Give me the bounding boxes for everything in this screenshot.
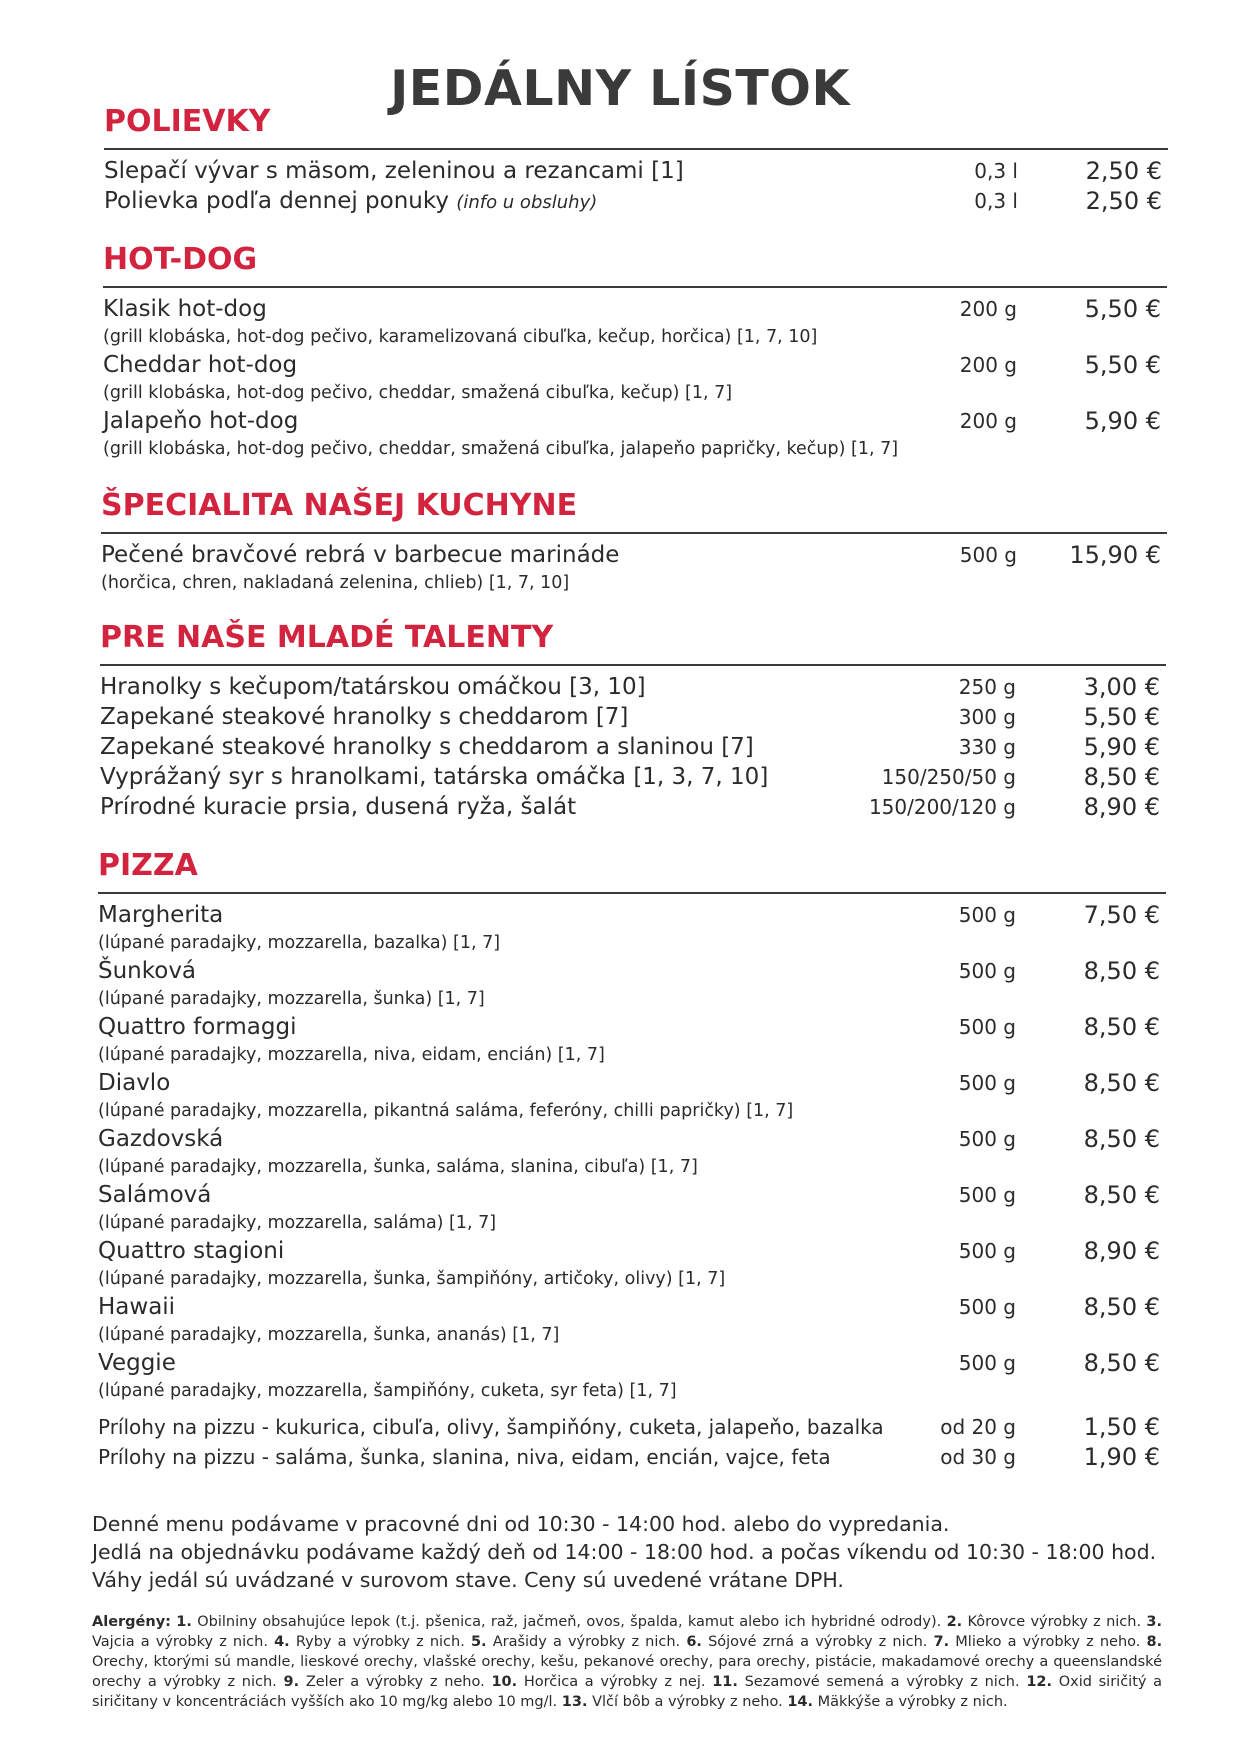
pizza-extra	[98, 1412, 1166, 1442]
menu-item	[100, 732, 1166, 762]
item-quantity: 500 g	[958, 1071, 1016, 1095]
item-price: 8,50 €	[1083, 957, 1160, 985]
section-kids	[100, 620, 1166, 822]
item-name: Quattro stagioni	[98, 1238, 285, 1264]
item-quantity: 200 g	[959, 409, 1017, 433]
allergen-number: 7.	[933, 1634, 950, 1650]
menu-item	[103, 406, 1167, 462]
item-name: Jalapeňo hot-dog	[103, 408, 299, 434]
divider	[101, 532, 1167, 534]
section-pizza	[98, 848, 1166, 1472]
item-description: (grill klobáska, hot-dog pečivo, cheddar, smažená cibuľka, kečup) [1, 7]	[103, 383, 733, 403]
menu-item	[100, 702, 1166, 732]
menu-item	[98, 956, 1166, 1012]
item-description: (lúpané paradajky, mozzarella, pikantná saláma, feferóny, chilli papričky) [1, 7]	[98, 1101, 794, 1121]
menu-item	[100, 762, 1166, 792]
item-description: (lúpané paradajky, mozzarella, saláma) [1, 7]	[98, 1213, 497, 1233]
item-price: 8,50 €	[1083, 1293, 1160, 1321]
allergen-text: Orechy, ktorými sú mandle, lieskové orechy, vlašské orechy, kešu, pekanové orechy, para orechy, pistácie, makadamové orechy a queenslandské orechy a výrobky z nich.	[92, 1654, 1162, 1690]
item-quantity: 500 g	[958, 1295, 1016, 1319]
item-description: (lúpané paradajky, mozzarella, šunka, šampiňóny, artičoky, olivy) [1, 7]	[98, 1269, 726, 1289]
allergen-number: 12.	[1026, 1674, 1052, 1690]
allergens-list	[92, 1612, 1162, 1712]
item-price: 8,50 €	[1083, 1349, 1160, 1377]
menu-item	[98, 1180, 1166, 1236]
item-price: 7,50 €	[1083, 901, 1160, 929]
divider	[98, 892, 1166, 894]
allergen-number: 13.	[561, 1694, 588, 1710]
allergen-number: 2.	[946, 1614, 963, 1630]
item-name: Diavlo	[98, 1070, 171, 1096]
extra-name: Prílohy na pizzu - saláma, šunka, slanina, niva, eidam, encián, vajce, feta	[98, 1445, 831, 1469]
item-price: 8,50 €	[1083, 763, 1160, 791]
allergen-text: Horčica a výrobky z nej.	[523, 1674, 706, 1690]
item-price: 15,90 €	[1069, 541, 1161, 569]
item-quantity: od 30 g	[940, 1445, 1016, 1469]
item-price: 2,50 €	[1085, 157, 1162, 185]
item-description: (lúpané paradajky, mozzarella, niva, eidam, encián) [1, 7]	[98, 1045, 605, 1065]
menu-item	[98, 1236, 1166, 1292]
section-heading: POLIEVKY	[104, 104, 271, 139]
item-description: (lúpané paradajky, mozzarella, šunka, ananás) [1, 7]	[98, 1325, 560, 1345]
item-quantity: od 20 g	[940, 1415, 1016, 1439]
allergen-number: 14.	[787, 1694, 814, 1710]
menu-item	[98, 1292, 1166, 1348]
extra-name: Prílohy na pizzu - kukurica, cibuľa, olivy, šampiňóny, cuketa, jalapeňo, bazalka	[98, 1415, 884, 1439]
item-price: 5,50 €	[1084, 295, 1161, 323]
item-name: Polievka podľa dennej ponuky	[104, 188, 449, 214]
allergen-text: Mäkkýše a výrobky z nich.	[817, 1694, 1008, 1710]
item-name: Salámová	[98, 1182, 212, 1208]
item-quantity: 0,3 l	[974, 159, 1018, 183]
menu-item	[104, 156, 1168, 186]
menu-item	[100, 672, 1166, 702]
item-name: Pečené bravčové rebrá v barbecue marináde	[101, 542, 620, 568]
menu-item	[98, 1348, 1166, 1404]
item-name: Zapekané steakové hranolky s cheddarom a slaninou [7]	[100, 734, 754, 760]
allergen-text: Oxid siričitý a siričitany v koncentráciách vyšších ako 10 mg/kg alebo 10 mg/l.	[92, 1674, 1163, 1710]
item-name: Vyprážaný syr s hranolkami, tatárska omáčka [1, 3, 7, 10]	[100, 764, 769, 790]
allergen-number: 9.	[283, 1674, 300, 1690]
note-line: Váhy jedál sú uvádzané v surovom stave. Ceny sú uvedené vrátane DPH.	[92, 1568, 844, 1592]
allergen-text: Sójové zrná a výrobky z nich.	[708, 1634, 928, 1650]
item-description: (grill klobáska, hot-dog pečivo, cheddar, smažená cibuľka, jalapeňo papričky, kečup) [1, 7]	[103, 439, 899, 459]
item-description: (horčica, chren, nakladaná zelenina, chlieb) [1, 7, 10]	[101, 573, 570, 593]
allergen-number: 10.	[491, 1674, 518, 1690]
allergen-number: 8.	[1146, 1634, 1163, 1650]
item-name: Zapekané steakové hranolky s cheddarom [7]	[100, 704, 629, 730]
item-name: Hawaii	[98, 1294, 176, 1320]
allergen-text: Vajcia a výrobky z nich.	[92, 1634, 268, 1650]
item-quantity: 200 g	[959, 353, 1017, 377]
allergen-text: Arašidy a výrobky z nich.	[492, 1634, 681, 1650]
item-quantity: 500 g	[958, 1183, 1016, 1207]
item-description: (lúpané paradajky, mozzarella, bazalka) [1, 7]	[98, 933, 501, 953]
item-note: (info u obsluhy)	[456, 192, 598, 213]
item-quantity: 150/200/120 g	[868, 795, 1016, 819]
menu-item	[100, 792, 1166, 822]
item-quantity: 330 g	[958, 735, 1016, 759]
item-name: Šunková	[98, 958, 197, 984]
allergen-number: 11.	[712, 1674, 738, 1690]
allergens-label: Alergény:	[92, 1614, 171, 1630]
allergen-text: Kôrovce výrobky z nich.	[967, 1614, 1142, 1630]
page-title: JEDÁLNY LÍSTOK	[390, 60, 850, 117]
item-quantity: 250 g	[958, 675, 1016, 699]
item-quantity: 300 g	[958, 705, 1016, 729]
divider	[103, 286, 1167, 288]
item-name: Gazdovská	[98, 1126, 224, 1152]
menu-item	[104, 186, 1168, 218]
item-name: Cheddar hot-dog	[103, 352, 298, 378]
item-quantity: 500 g	[958, 1239, 1016, 1263]
item-quantity: 0,3 l	[974, 189, 1018, 213]
item-name: Slepačí vývar s mäsom, zeleninou a rezancami [1]	[104, 158, 684, 184]
menu-item	[98, 1124, 1166, 1180]
item-quantity: 500 g	[958, 1015, 1016, 1039]
item-price: 8,50 €	[1083, 1013, 1160, 1041]
menu-item	[98, 1068, 1166, 1124]
section-hotdog	[103, 242, 1167, 462]
allergen-text: Vlčí bôb a výrobky z neho.	[592, 1694, 783, 1710]
divider	[104, 148, 1168, 150]
allergen-text: Sezamové semená a výrobky z nich.	[744, 1674, 1020, 1690]
item-description: (lúpané paradajky, mozzarella, šampiňóny, cuketa, syr feta) [1, 7]	[98, 1381, 677, 1401]
item-price: 5,50 €	[1084, 351, 1161, 379]
item-quantity: 500 g	[958, 959, 1016, 983]
item-price: 8,50 €	[1083, 1125, 1160, 1153]
note-line: Denné menu podávame v pracovné dni od 10:30 - 14:00 hod. alebo do vypredania.	[92, 1512, 950, 1536]
allergen-number: 5.	[470, 1634, 487, 1650]
menu-item	[98, 1012, 1166, 1068]
section-heading: PRE NAŠE MLADÉ TALENTY	[100, 620, 554, 655]
section-heading: HOT-DOG	[103, 242, 258, 277]
item-name: Quattro formaggi	[98, 1014, 297, 1040]
menu-item	[98, 900, 1166, 956]
item-description: (grill klobáska, hot-dog pečivo, karamelizovaná cibuľka, kečup, horčica) [1, 7, 10]	[103, 327, 818, 347]
item-quantity: 150/250/50 g	[881, 765, 1016, 789]
item-name: Hranolky s kečupom/tatárskou omáčkou [3, 10]	[100, 674, 646, 700]
section-special	[101, 488, 1167, 596]
divider	[100, 664, 1166, 666]
allergen-number: 4.	[274, 1634, 290, 1650]
allergen-number: 3.	[1146, 1614, 1163, 1630]
item-description: (lúpané paradajky, mozzarella, šunka, saláma, slanina, cibuľa) [1, 7]	[98, 1157, 698, 1177]
item-description: (lúpané paradajky, mozzarella, šunka) [1, 7]	[98, 989, 485, 1009]
item-price: 8,90 €	[1083, 1237, 1160, 1265]
item-quantity: 200 g	[959, 297, 1017, 321]
menu-item	[103, 350, 1167, 406]
item-price: 5,50 €	[1083, 703, 1160, 731]
allergen-text: Mlieko a výrobky z neho.	[955, 1634, 1141, 1650]
allergen-number: 6.	[686, 1634, 702, 1650]
allergen-text: Zeler a výrobky z neho.	[305, 1674, 485, 1690]
pizza-extra	[98, 1442, 1166, 1472]
item-name: Klasik hot-dog	[103, 296, 267, 322]
menu-item	[101, 540, 1167, 596]
item-quantity: 500 g	[958, 903, 1016, 927]
item-price: 5,90 €	[1083, 733, 1160, 761]
note-line: Jedlá na objednávku podávame každý deň od 14:00 - 18:00 hod. a počas víkendu od 10:30 - 18:00 hod.	[92, 1540, 1157, 1564]
item-name: Prírodné kuracie prsia, dusená ryža, šalát	[100, 794, 577, 820]
item-quantity: 500 g	[958, 1351, 1016, 1375]
item-price: 8,90 €	[1083, 793, 1160, 821]
item-price: 2,50 €	[1085, 187, 1162, 215]
item-price: 1,90 €	[1083, 1443, 1160, 1471]
item-price: 8,50 €	[1083, 1181, 1160, 1209]
section-heading: PIZZA	[98, 848, 198, 883]
item-price: 5,90 €	[1084, 407, 1161, 435]
allergen-text: Ryby a výrobky z nich.	[295, 1634, 465, 1650]
item-price: 1,50 €	[1083, 1413, 1160, 1441]
item-price: 3,00 €	[1083, 673, 1160, 701]
service-notes	[92, 1510, 1172, 1594]
item-name: Veggie	[98, 1350, 176, 1376]
allergen-text: Obilniny obsahujúce lepok (t.j. pšenica, raž, jačmeň, ovos, špalda, kamut alebo ich hybridné odrody).	[197, 1614, 942, 1630]
item-name: Margherita	[98, 902, 224, 928]
menu-item	[103, 294, 1167, 350]
item-price: 8,50 €	[1083, 1069, 1160, 1097]
allergen-number: 1.	[176, 1614, 192, 1630]
section-heading: ŠPECIALITA NAŠEJ KUCHYNE	[101, 488, 578, 523]
item-quantity: 500 g	[958, 1127, 1016, 1151]
section-soups	[104, 104, 1168, 218]
item-quantity: 500 g	[959, 543, 1017, 567]
